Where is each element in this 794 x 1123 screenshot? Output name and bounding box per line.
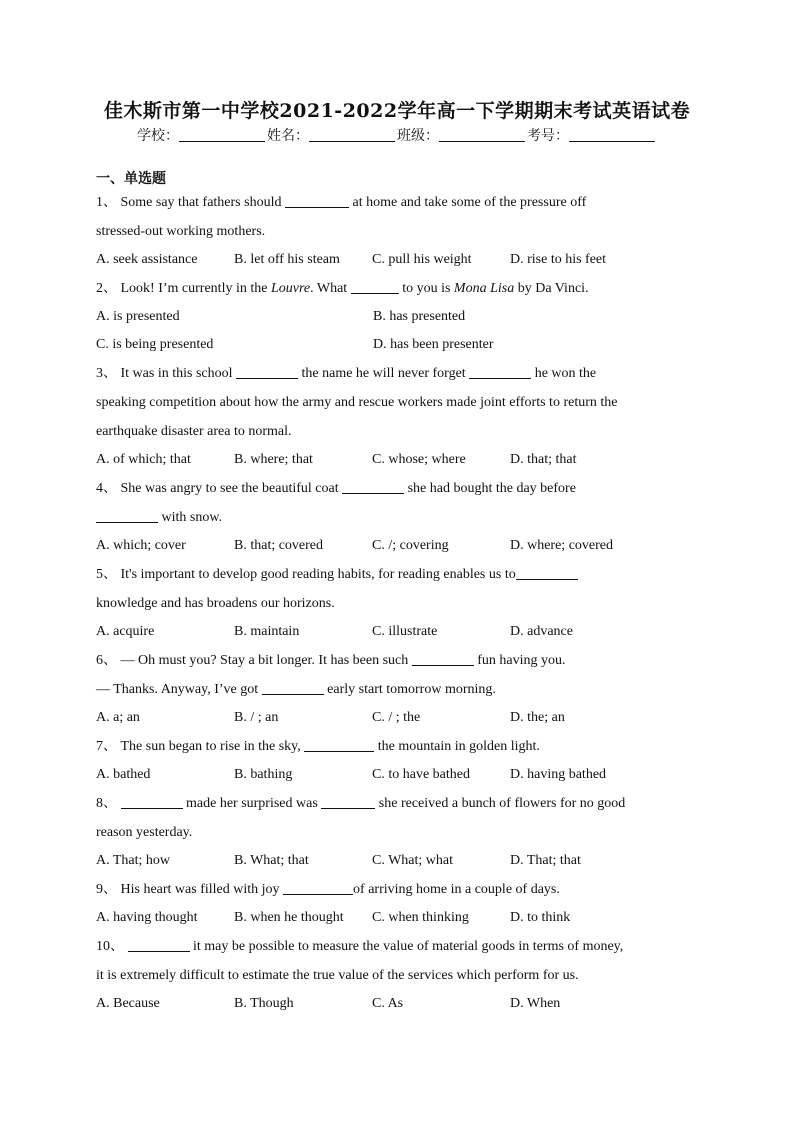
- option-c[interactable]: C. is being presented: [96, 337, 214, 352]
- question-number: 3、: [96, 366, 117, 381]
- options-8: [96, 847, 696, 875]
- answer-blank: [516, 565, 578, 580]
- class-label: 班级：: [397, 128, 439, 144]
- section-heading: 一、单选题: [96, 171, 166, 187]
- options-9: [96, 904, 696, 932]
- exam-title: 佳木斯市第一中学校2021-2022学年高一下学期期末考试英语试卷: [103, 100, 691, 122]
- option-a[interactable]: A. seek assistance: [96, 252, 198, 267]
- question-text: the name he will never forget: [301, 366, 466, 381]
- question-text: by Da Vinci.: [517, 281, 589, 296]
- question-text: earthquake disaster area to normal.: [96, 424, 292, 439]
- option-b[interactable]: B. when he thought: [234, 910, 344, 925]
- answer-blank: [96, 508, 158, 523]
- option-a[interactable]: A. a; an: [96, 710, 140, 725]
- question-9: [96, 875, 696, 904]
- question-8: [96, 789, 696, 818]
- option-a[interactable]: A. acquire: [96, 624, 155, 639]
- question-text: . What: [310, 281, 348, 296]
- question-text: His heart was filled with joy: [120, 882, 280, 897]
- option-b[interactable]: B. that; covered: [234, 538, 324, 553]
- question-3-cont: [96, 388, 696, 417]
- option-d[interactable]: D. When: [510, 996, 561, 1011]
- question-text: fun having you.: [477, 653, 566, 668]
- question-text: he won the: [534, 366, 597, 381]
- question-number: 10、: [96, 939, 124, 954]
- question-text: made her surprised was: [186, 796, 318, 811]
- question-list: [96, 188, 696, 1018]
- question-number: 8、: [96, 796, 117, 811]
- question-text: of arriving home in a couple of days.: [353, 882, 560, 897]
- question-text: the mountain in golden light.: [377, 739, 540, 754]
- question-text: Look! I’m currently in the: [120, 281, 268, 296]
- option-d[interactable]: D. to think: [510, 910, 571, 925]
- option-c[interactable]: C. to have bathed: [372, 767, 470, 782]
- school-blank[interactable]: [179, 127, 265, 142]
- question-1-cont: [96, 217, 696, 246]
- question-number: 6、: [96, 653, 117, 668]
- question-text: to you is: [402, 281, 451, 296]
- answer-blank: [121, 794, 183, 809]
- option-a[interactable]: A. of which; that: [96, 452, 191, 467]
- question-8-cont: [96, 818, 696, 847]
- question-text: early start tomorrow morning.: [327, 682, 496, 697]
- question-7: [96, 732, 696, 761]
- option-a[interactable]: A. Because: [96, 996, 160, 1011]
- answer-blank: [351, 279, 399, 294]
- question-number: 2、: [96, 281, 117, 296]
- option-b[interactable]: B. maintain: [234, 624, 300, 639]
- question-text: The sun began to rise in the sky,: [120, 739, 301, 754]
- option-d[interactable]: D. advance: [510, 624, 573, 639]
- options-2-row-2: [96, 331, 696, 359]
- student-info-line: [0, 125, 794, 145]
- question-text: — Thanks. Anyway, I’ve got: [96, 682, 259, 697]
- option-d[interactable]: D. having bathed: [510, 767, 607, 782]
- option-c[interactable]: C. What; what: [372, 853, 454, 868]
- question-text: — Oh must you? Stay a bit longer. It has been such: [120, 653, 409, 668]
- option-b[interactable]: B. / ; an: [234, 710, 279, 725]
- option-c[interactable]: C. /; covering: [372, 538, 449, 553]
- options-3: [96, 446, 696, 474]
- option-c[interactable]: C. As: [372, 996, 404, 1011]
- question-text: She was angry to see the beautiful coat: [120, 481, 339, 496]
- option-c[interactable]: C. illustrate: [372, 624, 438, 639]
- options-7: [96, 761, 696, 789]
- question-number: 7、: [96, 739, 117, 754]
- question-text: It was in this school: [120, 366, 233, 381]
- answer-blank: [412, 651, 474, 666]
- answer-blank: [321, 794, 375, 809]
- option-b[interactable]: B. bathing: [234, 767, 293, 782]
- answer-blank: [128, 937, 190, 952]
- question-text: Some say that fathers should: [120, 195, 282, 210]
- answer-blank: [262, 680, 324, 695]
- name-label: 姓名：: [267, 128, 309, 144]
- option-b[interactable]: B. has presented: [373, 309, 466, 324]
- answer-blank: [283, 880, 353, 895]
- italic-text: Louvre: [270, 281, 311, 296]
- question-text: knowledge and has broadens our horizons.: [96, 596, 335, 611]
- question-10: [96, 932, 696, 961]
- option-d[interactable]: D. that; that: [510, 452, 577, 467]
- option-d[interactable]: D. the; an: [510, 710, 565, 725]
- options-5: [96, 618, 696, 646]
- option-c[interactable]: C. / ; the: [372, 710, 421, 725]
- exam-number-label: 考号：: [527, 128, 569, 144]
- options-1: [96, 246, 696, 274]
- question-text: she received a bunch of flowers for no good: [378, 796, 626, 811]
- option-d[interactable]: D. rise to his feet: [510, 252, 607, 267]
- question-4: [96, 474, 696, 503]
- school-label: 学校：: [137, 128, 179, 144]
- option-a[interactable]: A. having thought: [96, 910, 198, 925]
- class-blank[interactable]: [439, 127, 525, 142]
- option-b[interactable]: B. let off his steam: [234, 252, 340, 267]
- option-a[interactable]: A. bathed: [96, 767, 151, 782]
- option-a[interactable]: A. That; how: [96, 853, 171, 868]
- question-text: it is extremely difficult to estimate the true value of the services which perform for us.: [96, 968, 579, 983]
- exam-number-blank[interactable]: [569, 127, 655, 142]
- question-text: reason yesterday.: [96, 825, 193, 840]
- answer-blank: [304, 737, 374, 752]
- options-6: [96, 704, 696, 732]
- option-c[interactable]: C. when thinking: [372, 910, 469, 925]
- question-number: 4、: [96, 481, 117, 496]
- question-number: 5、: [96, 567, 117, 582]
- italic-text: Mona Lisa: [453, 281, 515, 296]
- question-text: with snow.: [161, 510, 223, 525]
- question-number: 9、: [96, 882, 117, 897]
- option-b[interactable]: B. Though: [234, 996, 294, 1011]
- option-d[interactable]: D. has been presenter: [373, 337, 494, 352]
- option-c[interactable]: C. whose; where: [372, 452, 466, 467]
- answer-blank: [469, 364, 531, 379]
- option-d[interactable]: D. where; covered: [510, 538, 614, 553]
- option-c[interactable]: C. pull his weight: [372, 252, 472, 267]
- option-d[interactable]: D. That; that: [510, 853, 581, 868]
- question-10-cont: [96, 961, 696, 990]
- question-text: at home and take some of the pressure off: [352, 195, 587, 210]
- question-number: 1、: [96, 195, 117, 210]
- question-5-cont: [96, 589, 696, 618]
- question-text: stressed-out working mothers.: [96, 224, 266, 239]
- question-4-cont: [96, 503, 696, 532]
- answer-blank: [285, 193, 349, 208]
- option-a[interactable]: A. is presented: [96, 309, 180, 324]
- option-b[interactable]: B. where; that: [234, 452, 313, 467]
- question-6: [96, 646, 696, 675]
- question-text: it may be possible to measure the value of material goods in terms of money,: [193, 939, 624, 954]
- question-2: [96, 274, 696, 303]
- question-6-cont: [96, 675, 696, 704]
- option-b[interactable]: B. What; that: [234, 853, 309, 868]
- question-text: It's important to develop good reading habits, for reading enables us to: [120, 567, 516, 582]
- question-1: [96, 188, 696, 217]
- options-10: [96, 990, 696, 1018]
- question-text: she had bought the day before: [407, 481, 576, 496]
- answer-blank: [236, 364, 298, 379]
- name-blank[interactable]: [309, 127, 395, 142]
- question-5: [96, 560, 696, 589]
- answer-blank: [342, 479, 404, 494]
- options-2-row-1: [96, 303, 696, 331]
- option-a[interactable]: A. which; cover: [96, 538, 186, 553]
- question-text: speaking competition about how the army and rescue workers made joint efforts to return the: [96, 395, 618, 410]
- question-3-cont: [96, 417, 696, 446]
- question-3: [96, 359, 696, 388]
- options-4: [96, 532, 696, 560]
